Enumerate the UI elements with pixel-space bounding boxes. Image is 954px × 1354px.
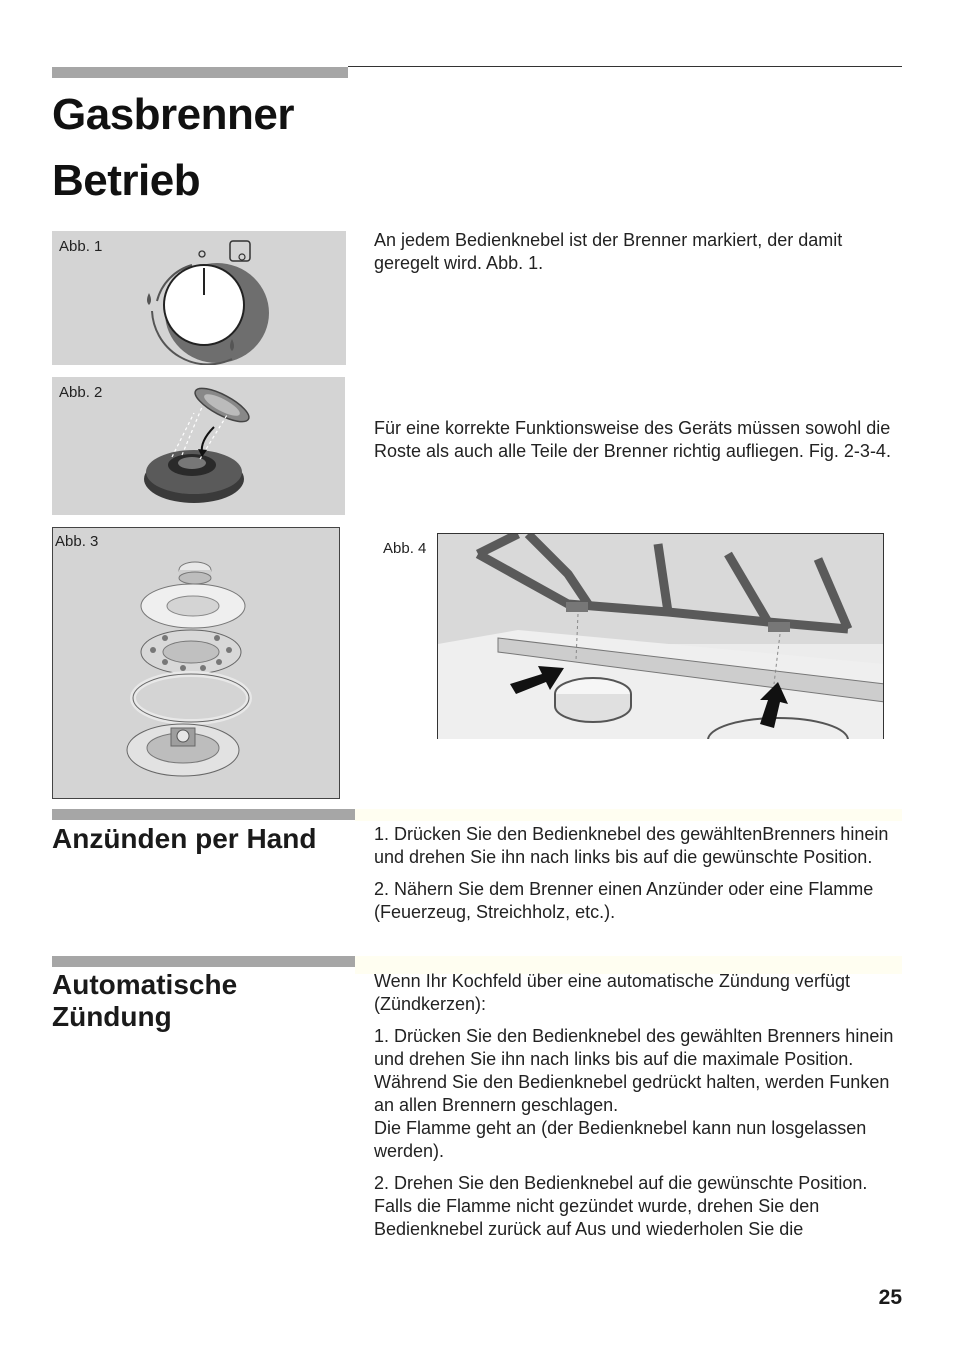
pan-support-illustration [438, 534, 884, 739]
intro-paragraph-2: Für eine korrekte Funktionsweise des Geräts müssen sowohl die Roste als auch alle Teile der Brenner richtig aufliegen. Fig. 2-3-4. [374, 418, 891, 461]
section-auto-bar [52, 956, 355, 967]
auto-step-1-c: Die Flamme geht an (der Bedienknebel kann nun losgelassen werden). [374, 1118, 867, 1161]
section-manual-tint [355, 809, 902, 821]
page-number: 25 [878, 1286, 902, 1309]
section-auto-title [52, 969, 237, 1033]
auto-step-1 [374, 1025, 902, 1163]
page-title-line2: Betrieb [52, 156, 201, 205]
auto-step-2-b: Falls die Flamme nicht gezündet wurde, drehen Sie den Bedienknebel zurück auf Aus und wiederholen Sie die [374, 1196, 820, 1239]
figure-1-label: Abb. 1 [59, 238, 103, 255]
auto-step-2 [374, 1172, 902, 1241]
section-manual-bar [52, 809, 355, 820]
page-title-line1: Gasbrenner [52, 90, 294, 139]
manual-step-1: 1. Drücken Sie den Bedienknebel des gewähltenBrenners hinein und drehen Sie ihn nach links bis auf die gewünschte Position. [374, 824, 889, 867]
section-manual-body [374, 823, 902, 933]
figure-2-burner-cap [52, 377, 345, 515]
section-auto-body [374, 970, 902, 1250]
auto-step-1-b: Während Sie den Bedienknebel gedrückt halten, werden Funken an allen Brennern geschlagen. [374, 1072, 890, 1115]
exploded-burner-illustration [53, 528, 340, 799]
header-rule-bar [52, 67, 348, 78]
figure-4-pan-support [437, 533, 884, 739]
figure-3-label: Abb. 3 [55, 533, 99, 550]
auto-step-2-a: 2. Drehen Sie den Bedienknebel auf die gewünschte Position. [374, 1173, 868, 1193]
figure-3-burner-parts [52, 527, 340, 799]
section-auto-title-line2: Zündung [52, 1001, 172, 1032]
figure-1-knob [52, 231, 346, 365]
page-title [52, 82, 294, 214]
auto-intro: Wenn Ihr Kochfeld über eine automatische Zündung verfügt (Zündkerzen): [374, 971, 850, 1014]
figure-4-label: Abb. 4 [383, 540, 427, 557]
header-rule-line [348, 66, 902, 67]
auto-step-1-a: 1. Drücken Sie den Bedienknebel des gewählten Brenners hinein und drehen Sie ihn nach links bis auf die maximale Position. [374, 1026, 894, 1069]
intro-paragraph-1: An jedem Bedienknebel ist der Brenner markiert, der damit geregelt wird. Abb. 1. [374, 230, 843, 273]
section-manual-title: Anzünden per Hand [52, 823, 317, 854]
figure-2-label: Abb. 2 [59, 384, 103, 401]
manual-step-2: 2. Nähern Sie dem Brenner einen Anzünder oder eine Flamme (Feuerzeug, Streichholz, etc.). [374, 879, 874, 922]
section-auto-title-line1: Automatische [52, 969, 238, 1000]
